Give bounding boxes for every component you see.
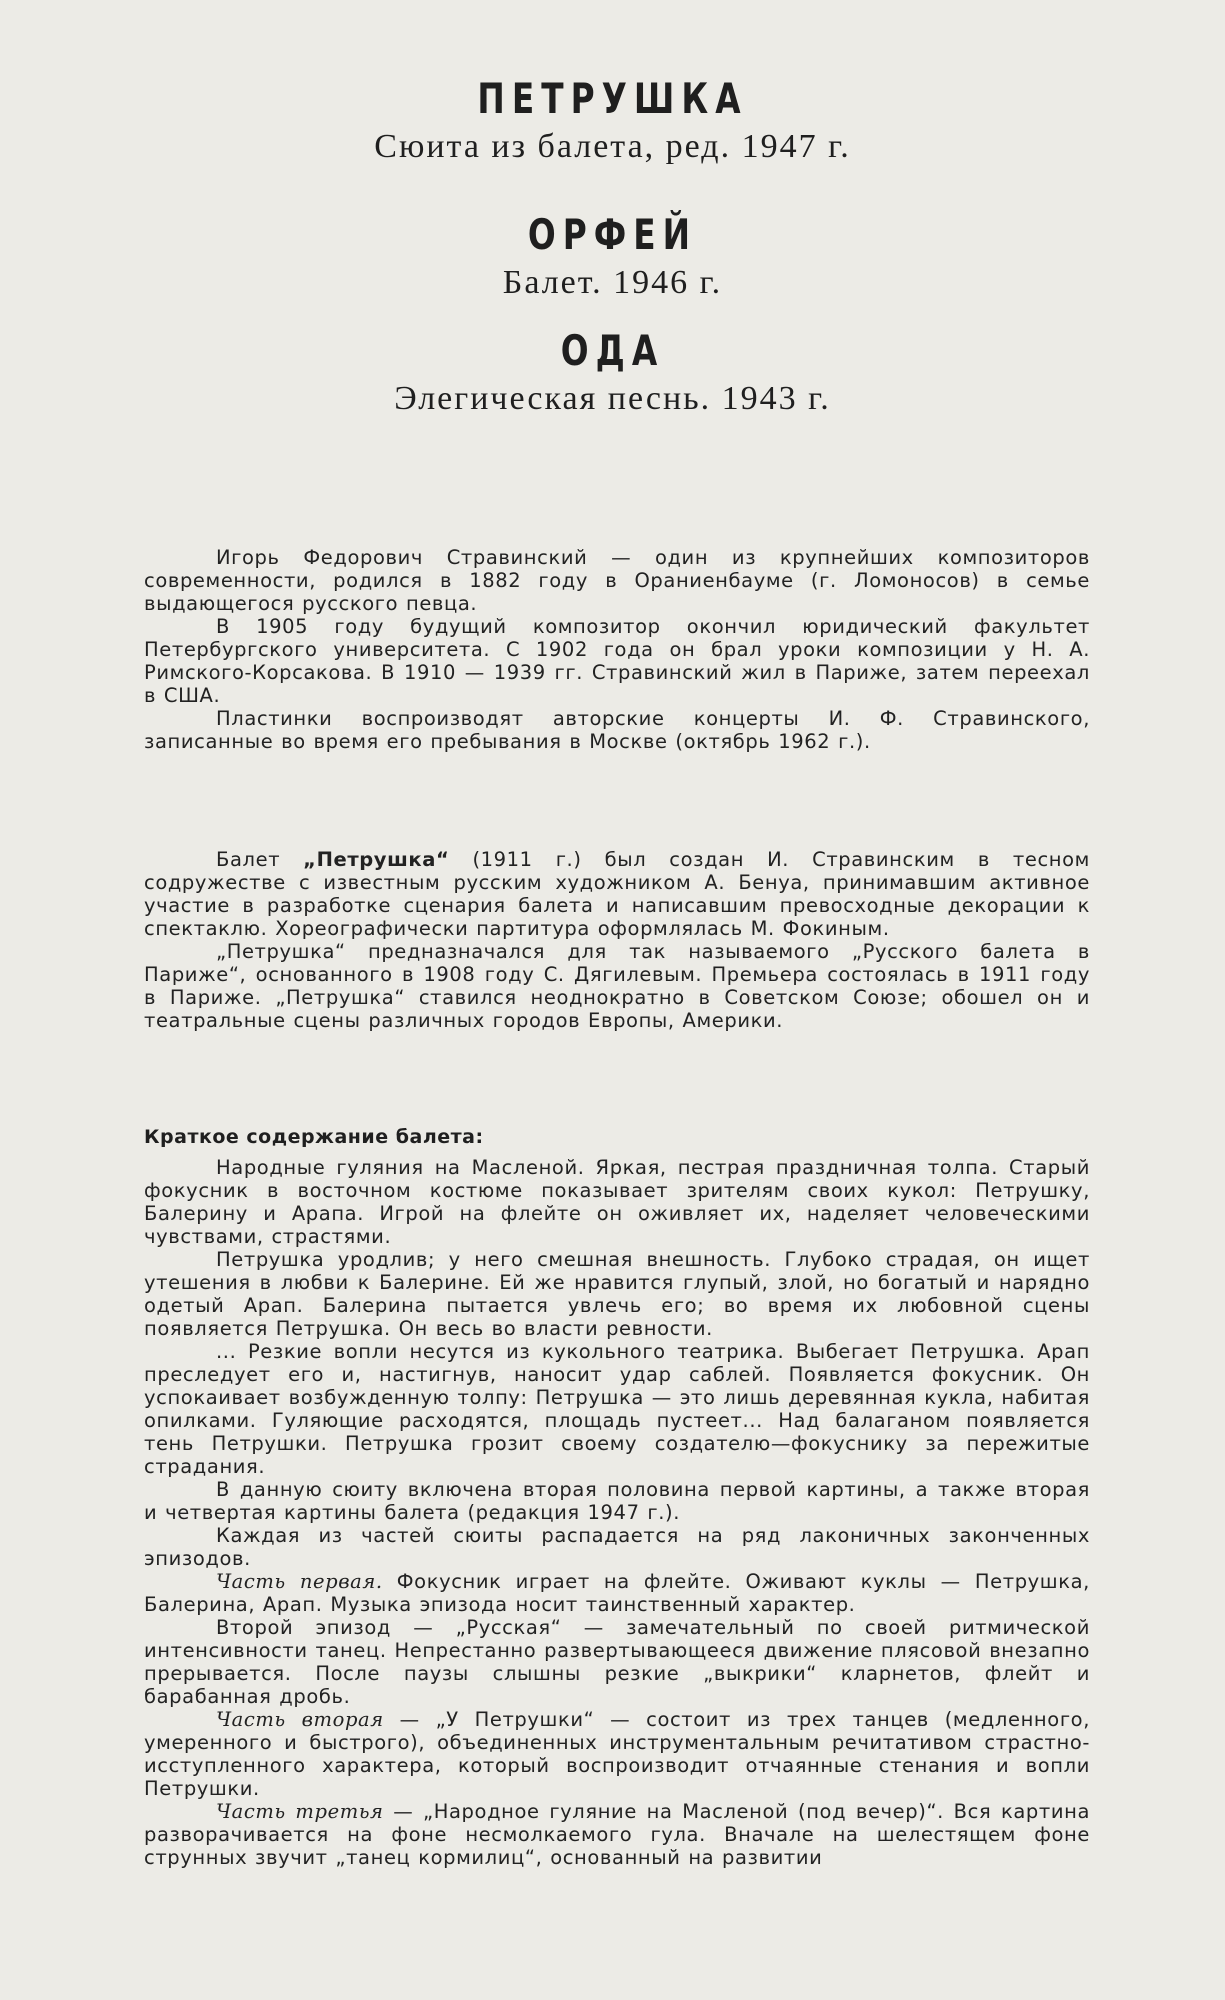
- work-title-block-oda: [0, 326, 1225, 417]
- text: Балет: [216, 848, 304, 871]
- paragraph: [144, 1708, 1090, 1800]
- work-subtitle: Сюита из балета, ред. 1947 г.: [374, 128, 851, 165]
- paragraph: Пластинки воспроизводят авторские концерты И. Ф. Стравинского, записанные во время его пребывания в Москве (октябрь 1962 г.).: [144, 707, 1090, 753]
- paragraph: В данную сюиту включена вторая половина первой картины, а также вторая и четвертая картины балета (редакция 1947 г.).: [144, 1478, 1090, 1524]
- work-title-block-petrushka: [0, 74, 1225, 165]
- biography-section: [144, 546, 1090, 753]
- work-title: ПЕТРУШКА: [477, 74, 748, 123]
- paragraph: ... Резкие вопли несутся из кукольного театрика. Выбегает Петрушка. Арап преследует его и, настигнув, наносит удар саблей. Появляется фокусник. Он успокаивает возбужденную толпу: Петрушка — это лишь деревянная кукла, набитая опилками. Гуляющие расходятся, площадь пустеет... Над балаганом появляется тень Петрушки. Петрушка грозит своему создателю—фокуснику за пережитые страдания.: [144, 1340, 1090, 1478]
- work-title: ОРФЕЙ: [527, 210, 698, 259]
- text: Фокусник играет на флейте. Оживают куклы — Петрушка, Балерина, Арап. Музыка эпизода носит таинственный характер.: [144, 1570, 1090, 1616]
- paragraph: Петрушка уродлив; у него смешная внешность. Глубоко страдая, он ищет утешения в любви к Балерине. Ей же нравится глупый, злой, но богатый и нарядно одетый Арап. Балерина пытается увлечь его; во время их любовной сцены появляется Петрушка. Он весь во власти ревности.: [144, 1248, 1090, 1340]
- part-label: Часть первая.: [216, 1570, 383, 1593]
- work-subtitle: Балет. 1946 г.: [502, 264, 723, 301]
- work-title: ОДА: [560, 326, 665, 375]
- paragraph: В 1905 году будущий композитор окончил юридический факультет Петербургского университета. С 1902 года он брал уроки композиции у Н. А. Римского-Корсакова. В 1910 — 1939 гг. Стравинский жил в Париже, затем переехал в США.: [144, 615, 1090, 707]
- paragraph: „Петрушка“ предназначался для так называемого „Русского балета в Париже“, основанного в 1908 году С. Дягилевым. Премьера состоялась в 1911 году в Париже. „Петрушка“ ставился неоднократно в Советском Союзе; обошел он и театральные сцены различных городов Европы, Америки.: [144, 940, 1090, 1032]
- paragraph: [144, 1570, 1090, 1616]
- text: — „Народное гуляние на Масленой (под вечер)“. Вся картина разворачивается на фоне несмолкаемого гула. Вначале на шелестящем фоне струнных звучит „танец кормилиц“, основанный на развитии: [144, 1800, 1090, 1869]
- paragraph: Каждая из частей сюиты распадается на ряд лаконичных законченных эпизодов.: [144, 1524, 1090, 1570]
- work-subtitle: Элегическая песнь. 1943 г.: [394, 380, 831, 417]
- paragraph: Народные гуляния на Масленой. Яркая, пестрая праздничная толпа. Старый фокусник в восточном костюме показывает зрителям своих кукол: Петрушку, Балерину и Арапа. Игрой на флейте он оживляет их, наделяет человеческими чувствами, страстями.: [144, 1156, 1090, 1248]
- text: (1911 г.) был создан И. Стравинским в тесном содружестве с известным русским художником А. Бенуа, принимавшим активное участие в разработке сценария балета и написавшим превосходные декорации к спектаклю. Хореографически партитура оформлялась М. Фокиным.: [144, 848, 1090, 940]
- work-title-block-orfei: [0, 210, 1225, 301]
- paragraph: [144, 848, 1090, 940]
- part-label: Часть третья: [216, 1800, 384, 1823]
- text: — „У Петрушки“ — состоит из трех танцев (медленного, умеренного и быстрого), объединенных инструментальным речитативом страстно-исступленного характера, который воспроизводит отчаянные стенания и вопли Петрушки.: [144, 1708, 1090, 1800]
- summary-section: [144, 1156, 1090, 1869]
- section-heading: Краткое содержание балета:: [144, 1126, 484, 1148]
- ballet-name: „Петрушка“: [303, 848, 450, 871]
- paragraph: Второй эпизод — „Русская“ — замечательный по своей ритмической интенсивности танец. Непрестанно развертывающееся движение плясовой внезапно прерывается. После паузы слышны резкие „выкрики“ кларнетов, флейт и барабанная дробь.: [144, 1616, 1090, 1708]
- part-label: Часть вторая: [216, 1708, 384, 1731]
- ballet-history-section: [144, 848, 1090, 1032]
- paragraph: Игорь Федорович Стравинский — один из крупнейших композиторов современности, родился в 1882 году в Ораниенбауме (г. Ломоносов) в семье выдающегося русского певца.: [144, 546, 1090, 615]
- paragraph: [144, 1800, 1090, 1869]
